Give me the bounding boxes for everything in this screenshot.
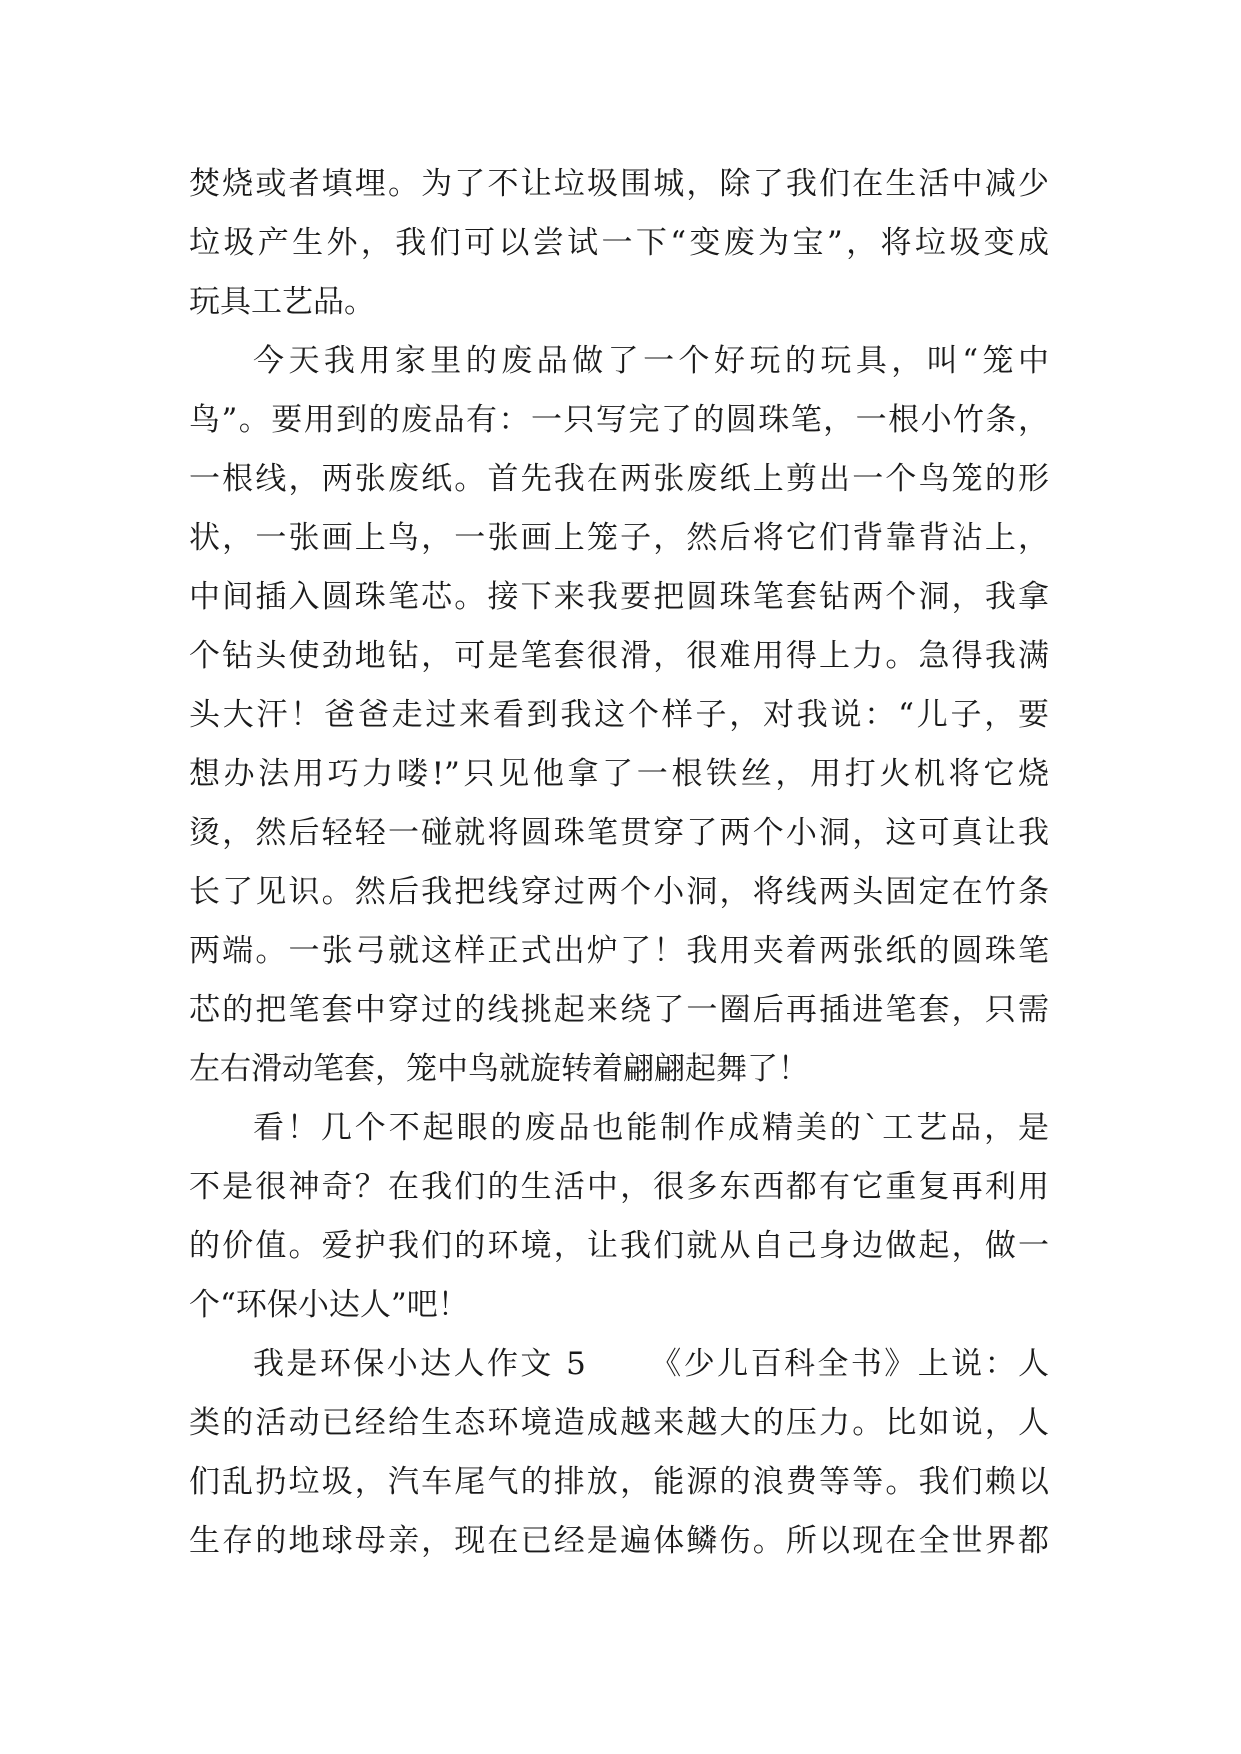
text-line: 们乱扔垃圾，汽车尾气的排放，能源的浪费等等。我们赖以 — [189, 1464, 1049, 1500]
text-line: 生存的地球母亲，现在已经是遍体鳞伤。所以现在全世界都 — [189, 1523, 1049, 1559]
text-line: 今天我用家里的废品做了一个好玩的玩具，叫“笼中 — [253, 343, 1049, 379]
text-line: 不是很神奇？在我们的生活中，很多东西都有它重复再利用 — [189, 1169, 1049, 1205]
paragraph-1 — [189, 155, 1049, 332]
text-line: 烫，然后轻轻一碰就将圆珠笔贯穿了两个小洞，这可真让我 — [189, 815, 1049, 851]
text-line: 垃圾产生外，我们可以尝试一下“变废为宝”，将垃圾变成 — [189, 225, 1049, 261]
text-line: 类的活动已经给生态环境造成越来越大的压力。比如说，人 — [189, 1405, 1049, 1441]
paragraph-2 — [189, 332, 1049, 1099]
text-line: 的价值。爱护我们的环境，让我们就从自己身边做起，做一 — [189, 1228, 1049, 1264]
text-line: 一根线，两张废纸。首先我在两张废纸上剪出一个鸟笼的形 — [189, 461, 1049, 497]
text-line: 个“环保小达人”吧！ — [189, 1287, 469, 1323]
essay-heading: 我是环保小达人作文 5 — [253, 1346, 586, 1382]
text-line: 头大汗！爸爸走过来看到我这个样子，对我说：“儿子，要 — [189, 697, 1049, 733]
paragraph-3 — [189, 1099, 1049, 1335]
text-line: 两端。一张弓就这样正式出炉了！我用夹着两张纸的圆珠笔 — [189, 933, 1049, 969]
text-line: 玩具工艺品。 — [189, 284, 375, 320]
text-line: 焚烧或者填埋。为了不让垃圾围城，除了我们在生活中减少 — [189, 166, 1049, 202]
text-line: 左右滑动笔套，笼中鸟就旋转着翩翩起舞了！ — [189, 1051, 809, 1087]
text-line: 想办法用巧力喽!”只见他拿了一根铁丝，用打火机将它烧 — [189, 756, 1049, 792]
body-text — [189, 155, 1049, 1571]
text-line-content: 《少儿百科全书》上说：人 — [647, 1346, 1049, 1382]
text-line: 长了见识。然后我把线穿过两个小洞，将线两头固定在竹条 — [189, 874, 1049, 910]
text-line: 中间插入圆珠笔芯。接下来我要把圆珠笔套钻两个洞，我拿 — [189, 579, 1049, 615]
text-line: 状，一张画上鸟，一张画上笼子，然后将它们背靠背沾上， — [189, 520, 1049, 556]
text-line — [189, 1335, 1049, 1394]
text-line: 个钻头使劲地钻，可是笔套很滑，很难用得上力。急得我满 — [189, 638, 1049, 674]
text-line: 看！几个不起眼的废品也能制作成精美的`工艺品，是 — [253, 1110, 1049, 1146]
text-line: 鸟”。要用到的废品有：一只写完了的圆珠笔，一根小竹条， — [189, 402, 1049, 438]
paragraph-4 — [189, 1335, 1049, 1571]
text-line: 芯的把笔套中穿过的线挑起来绕了一圈后再插进笔套，只需 — [189, 992, 1049, 1028]
